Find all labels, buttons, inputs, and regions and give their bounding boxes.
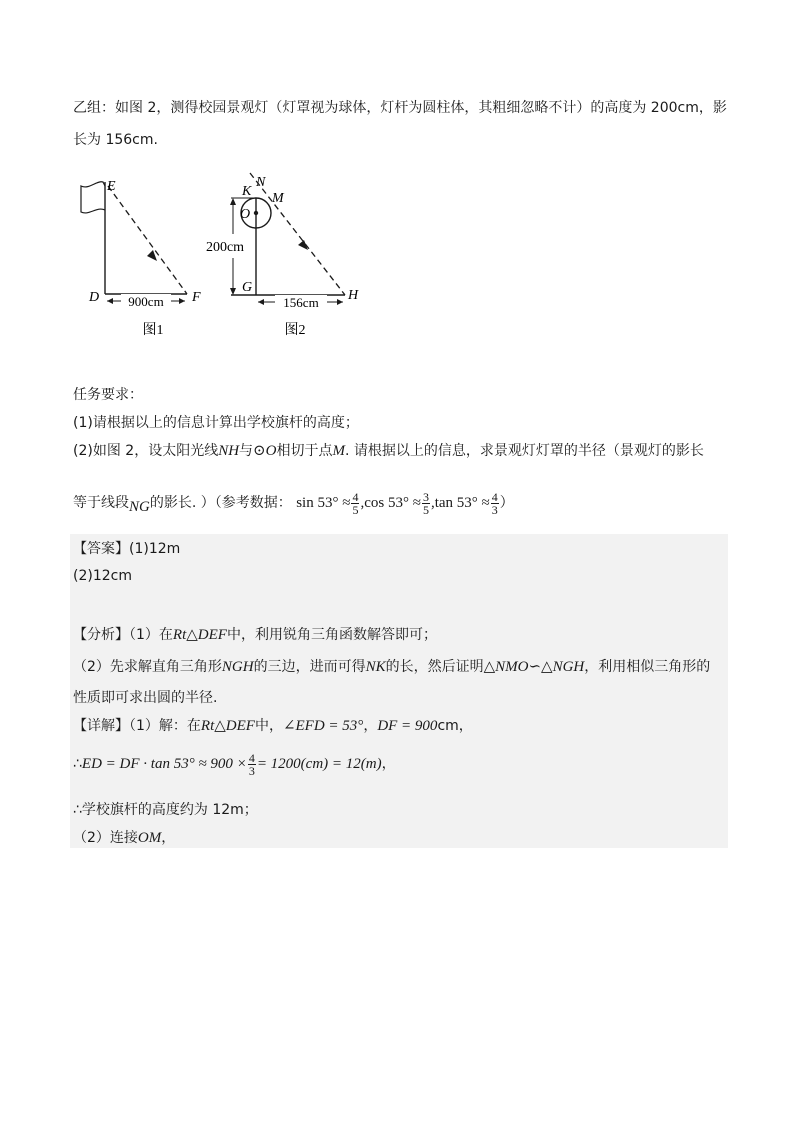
figure-2-caption: 图2 — [284, 323, 306, 338]
label-F: F — [192, 290, 201, 305]
analysis-line-2: （2）先求解直角三角形NGH的三边，进而可得NK的长，然后证明△NMO∽△NGH，利用相似三角形的 — [73, 659, 711, 675]
figure-1 — [75, 170, 201, 345]
label-K: K — [242, 184, 252, 199]
center-dot — [254, 211, 258, 215]
math-NH: NH — [218, 443, 240, 459]
detail-label: 【详解】 — [73, 718, 129, 734]
detail-line-3: ∴学校旗杆的高度约为 12m； — [73, 802, 258, 818]
intro-line-2: 长为 156cm. — [73, 132, 158, 148]
flag-shape — [81, 182, 105, 213]
answer-1: (1)12m — [129, 541, 181, 557]
answer-label: 【答案】 — [73, 541, 129, 557]
sun-ray-line — [108, 186, 187, 294]
label-M: M — [272, 191, 284, 206]
fraction-4-3: $\frac{4}{3}$ — [491, 489, 498, 517]
answer-2: (2)12cm — [73, 568, 132, 584]
fraction-4-5: $\frac{4}{5}$ — [352, 489, 359, 517]
figure-1-caption: 图1 — [142, 323, 164, 338]
detail-line-1: 【详解】（1）解：在Rt△DEF中，∠EFD = 53°，DF = 900cm， — [73, 718, 473, 734]
analysis-label: 【分析】 — [73, 627, 129, 643]
task-question-2-line-1: (2)如图 2，设太阳光线NH与⊙O相切于点M. 请根据以上的信息，求景观灯灯罩的半径（景观灯的影长 — [73, 443, 704, 459]
dimension-label: 900cm — [128, 294, 164, 309]
task-heading: 任务要求： — [73, 387, 143, 403]
fraction-3-5: $\frac{3}{5}$ — [422, 489, 429, 517]
figure-2 — [195, 168, 370, 348]
detail-line-4: （2）连接OM， — [73, 830, 176, 846]
label-G: G — [242, 280, 253, 295]
intro-line-1: 乙组：如图 2，测得校园景观灯（灯罩视为球体，灯杆为圆柱体，其粗细忽略不计）的高度为 200cm，影 — [73, 100, 727, 116]
label-D: D — [89, 290, 100, 305]
label-H: H — [348, 288, 359, 303]
label-N: N — [256, 175, 266, 190]
analysis-line-1: 【分析】（1）在Rt△DEF中，利用锐角三角函数解答即可； — [73, 627, 437, 643]
fraction-4-3-detail: $\frac{4}{3}$ — [248, 750, 255, 778]
math-NG: NG — [129, 499, 150, 515]
math-circle-O: ⊙O — [253, 443, 277, 459]
answer-line-1 — [73, 539, 180, 559]
label-E: E — [107, 179, 116, 194]
analysis-line-3: 性质即可求出圆的半径. — [73, 690, 218, 706]
detail-line-2: ∴ED = DF · tan 53° ≈ 900 × $\frac{4}{3}$ = 1200(cm) = 12(m)， — [73, 750, 396, 778]
dimension-label-2: 156cm — [283, 295, 319, 310]
math-M: M — [332, 443, 345, 459]
task-question-1: (1)请根据以上的信息计算出学校旗杆的高度； — [73, 415, 359, 431]
label-O: O — [240, 207, 251, 222]
task-question-2-line-2: 等于线段NG的影长. ）（参考数据： sin 53° ≈ $\frac{4}{5}$ ,cos 53° ≈ $\frac{3}{5}$ ,tan 53° ≈ $\frac{4}{3}$ ） — [73, 489, 514, 517]
height-label: 200cm — [205, 240, 245, 255]
tangent-ray-line — [250, 173, 345, 295]
